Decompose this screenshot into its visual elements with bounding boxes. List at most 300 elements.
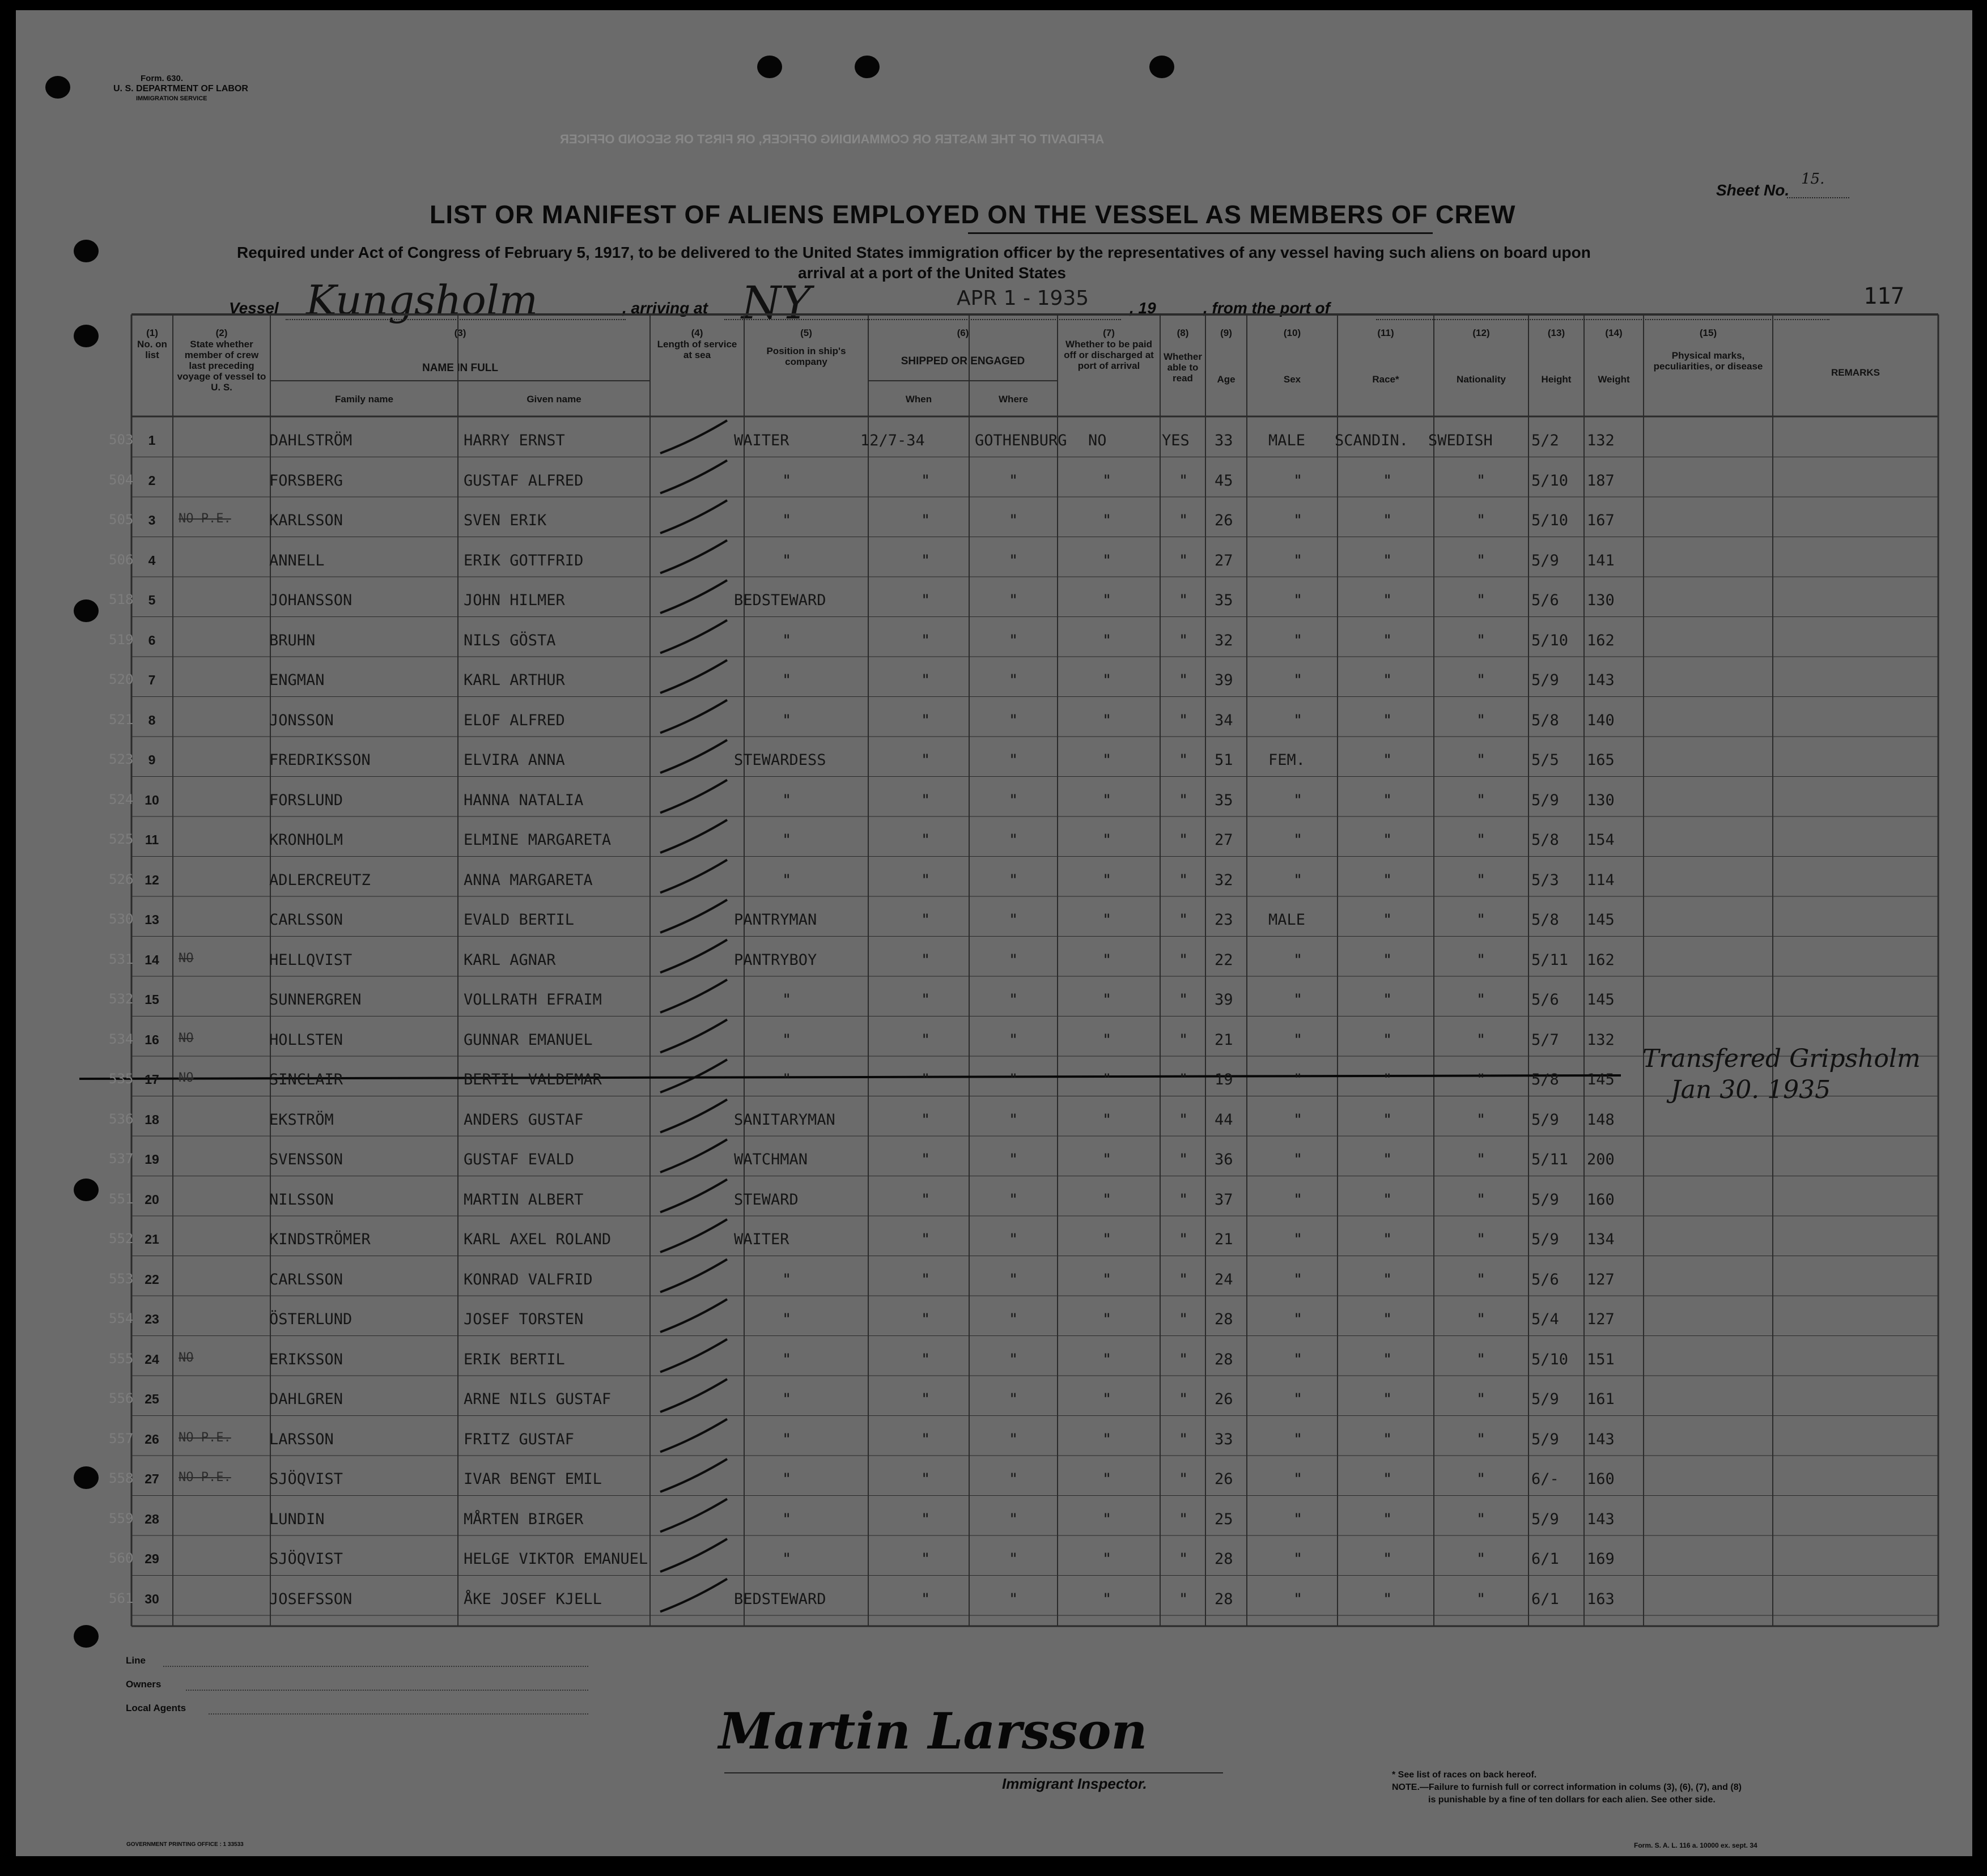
age: 28 — [1215, 1350, 1233, 1368]
row-number: 28 — [145, 1511, 159, 1526]
weight: 151 — [1587, 1350, 1615, 1368]
vessel-label: Vessel — [229, 299, 279, 317]
able-to-read: " — [1179, 951, 1188, 969]
shipped-where: " — [1009, 1311, 1018, 1328]
race: " — [1383, 512, 1392, 529]
race: " — [1383, 1350, 1392, 1368]
column-label: Length of service at sea — [657, 339, 737, 360]
service-length-mark — [660, 1499, 727, 1532]
position: PANTRYBOY — [734, 951, 817, 969]
family-name: FORSLUND — [269, 791, 343, 809]
remark-line-2: Jan 30. 1935 — [1671, 1075, 1831, 1104]
height: 5/6 — [1531, 1270, 1559, 1288]
column-number: (1) — [146, 327, 158, 338]
shipped-when: " — [921, 911, 931, 929]
owners-underline — [186, 1690, 588, 1691]
shipped-where: " — [1009, 1270, 1018, 1288]
sex: " — [1293, 1550, 1303, 1568]
age: 23 — [1215, 911, 1233, 929]
given-name: VOLLRATH EFRAIM — [464, 991, 602, 1009]
paid-off: NO — [1088, 432, 1107, 449]
position: " — [782, 512, 792, 529]
bleed-through-text: AFFIDAVIT OF THE MASTER OR COMMANDING OFFICER, OR FIRST OR SECOND OFFICER — [560, 132, 1105, 146]
agents-underline — [209, 1713, 588, 1715]
list-number: 525 — [109, 831, 134, 847]
previous-voyage: NO P.E. — [179, 1430, 231, 1445]
age: 28 — [1215, 1311, 1233, 1328]
able-to-read: " — [1179, 1071, 1188, 1088]
shipped-where: " — [1009, 671, 1018, 689]
sex: " — [1293, 471, 1303, 490]
weight: 143 — [1587, 1510, 1615, 1528]
weight: 134 — [1587, 1231, 1615, 1248]
given-name: IVAR BENGT EMIL — [464, 1470, 602, 1488]
position: STEWARDESS — [734, 751, 826, 769]
vessel-name: Kungsholm — [306, 276, 538, 324]
race: " — [1383, 1231, 1392, 1248]
height: 5/9 — [1531, 1190, 1559, 1209]
given-name: KARL AGNAR — [464, 951, 556, 969]
family-name: KINDSTRÖMER — [269, 1231, 371, 1248]
row-number: 9 — [148, 752, 156, 767]
age: 35 — [1215, 592, 1233, 609]
shipped-where: " — [1009, 1470, 1018, 1488]
nationality: " — [1476, 751, 1486, 769]
shipped-where: " — [1009, 1430, 1018, 1448]
height: 5/10 — [1531, 512, 1569, 529]
previous-voyage: NO — [179, 951, 194, 965]
shipped-when: " — [921, 831, 931, 849]
position: " — [782, 1311, 792, 1328]
nationality: " — [1476, 1071, 1486, 1088]
row-number: 27 — [145, 1471, 159, 1486]
column-label: SHIPPED OR ENGAGED — [901, 355, 1025, 367]
nationality: " — [1476, 1470, 1486, 1488]
sex: " — [1293, 1151, 1303, 1168]
arriving-port: NY — [741, 276, 811, 329]
able-to-read: YES — [1162, 432, 1190, 449]
list-number: 535 — [109, 1071, 134, 1087]
age: 32 — [1215, 631, 1233, 649]
given-name: NILS GÖSTA — [464, 631, 556, 649]
race: " — [1383, 1190, 1392, 1209]
penalty-note-2: is punishable by a fine of ten dollars for each alien. See other side. — [1428, 1795, 1716, 1805]
race: " — [1383, 1111, 1392, 1129]
age: 37 — [1215, 1190, 1233, 1209]
weight: 145 — [1587, 1071, 1615, 1088]
age: 33 — [1215, 1430, 1233, 1448]
weight: 169 — [1587, 1550, 1615, 1568]
given-name: BERTIL VALDEMAR — [464, 1071, 602, 1088]
height: 5/9 — [1531, 551, 1559, 569]
shipped-when: " — [921, 1430, 931, 1448]
row-number: 17 — [145, 1072, 159, 1087]
subcolumn-given: Given name — [527, 394, 581, 405]
signature-line — [724, 1772, 1223, 1773]
column-number: (12) — [1472, 327, 1490, 338]
able-to-read: " — [1179, 671, 1188, 689]
position: STEWARD — [734, 1190, 799, 1209]
line-underline — [163, 1666, 588, 1667]
position: " — [782, 1270, 792, 1288]
inspector-signature: Martin Larsson — [719, 1701, 1148, 1760]
able-to-read: " — [1179, 512, 1188, 529]
sheet-no-label: Sheet No. — [1716, 181, 1790, 199]
weight: 187 — [1587, 471, 1615, 490]
sex: " — [1293, 1470, 1303, 1488]
column-label: REMARKS — [1831, 367, 1880, 378]
column-label: Weight — [1598, 374, 1630, 385]
list-number: 526 — [109, 871, 134, 887]
penalty-note-1: NOTE.—Failure to furnish full or correct information in colums (3), (6), (7), and (8) — [1392, 1783, 1742, 1792]
able-to-read: " — [1179, 1590, 1188, 1608]
nationality: " — [1476, 1311, 1486, 1328]
nationality: " — [1476, 471, 1486, 490]
sex: " — [1293, 871, 1303, 889]
age: 21 — [1215, 1231, 1233, 1248]
given-name: ANDERS GUSTAF — [464, 1111, 584, 1129]
height: 6/1 — [1531, 1550, 1559, 1568]
column-label: Sex — [1283, 374, 1301, 385]
sex: " — [1293, 831, 1303, 849]
race: " — [1383, 1270, 1392, 1288]
able-to-read: " — [1179, 1350, 1188, 1368]
column-label: Position in ship's company — [766, 346, 846, 367]
shipped-when: " — [921, 991, 931, 1009]
family-name: NILSSON — [269, 1190, 334, 1209]
paid-off: " — [1102, 1430, 1112, 1448]
list-number: 558 — [109, 1470, 134, 1486]
list-number: 561 — [109, 1590, 134, 1606]
age: 24 — [1215, 1270, 1233, 1288]
paid-off: " — [1102, 951, 1112, 969]
position: " — [782, 871, 792, 889]
age: 25 — [1215, 1510, 1233, 1528]
family-name: BRUHN — [269, 631, 316, 649]
sex: " — [1293, 631, 1303, 649]
shipped-where: " — [1009, 631, 1018, 649]
form-number: Form. 630. — [141, 74, 184, 83]
position: " — [782, 551, 792, 569]
given-name: ELMINE MARGARETA — [464, 831, 612, 849]
service-length-mark — [660, 1100, 727, 1133]
service-length-mark — [660, 500, 727, 533]
row-number: 20 — [145, 1192, 159, 1207]
age: 27 — [1215, 831, 1233, 849]
service-length-mark — [660, 900, 727, 933]
age: 39 — [1215, 671, 1233, 689]
service-length-mark — [660, 420, 727, 453]
given-name: ERIK GOTTFRID — [464, 551, 584, 569]
sex: MALE — [1268, 911, 1306, 929]
department-label: U. S. DEPARTMENT OF LABOR — [113, 84, 248, 93]
family-name: KRONHOLM — [269, 831, 343, 849]
paid-off: " — [1102, 1231, 1112, 1248]
row-number: 4 — [148, 552, 156, 568]
position: " — [782, 1550, 792, 1568]
shipped-when: " — [921, 592, 931, 609]
nationality: " — [1476, 1031, 1486, 1049]
position: " — [782, 1470, 792, 1488]
column-number: (2) — [215, 327, 228, 338]
nationality: " — [1476, 671, 1486, 689]
shipped-when: " — [921, 471, 931, 490]
race: " — [1383, 671, 1392, 689]
sex: " — [1293, 1071, 1303, 1088]
list-number: 504 — [109, 471, 134, 488]
height: 5/8 — [1531, 1071, 1559, 1088]
able-to-read: " — [1179, 1190, 1188, 1209]
previous-voyage: NO P.E. — [179, 512, 231, 526]
age: 45 — [1215, 471, 1233, 490]
weight: 167 — [1587, 512, 1615, 529]
shipped-where: " — [1009, 1590, 1018, 1608]
row-number: 2 — [148, 473, 156, 488]
sex: " — [1293, 1510, 1303, 1528]
paid-off: " — [1102, 1550, 1112, 1568]
service-length-mark — [660, 1060, 727, 1092]
nationality: " — [1476, 551, 1486, 569]
remark-line-1: Transfered Gripsholm — [1642, 1044, 1921, 1073]
given-name: JOSEF TORSTEN — [464, 1311, 584, 1328]
nationality: " — [1476, 1111, 1486, 1129]
given-name: ELVIRA ANNA — [464, 751, 565, 769]
given-name: JOHN HILMER — [464, 592, 565, 609]
subtitle-line-2: arrival at a port of the United States — [798, 264, 1066, 282]
paid-off: " — [1102, 1031, 1112, 1049]
given-name: MARTIN ALBERT — [464, 1190, 584, 1209]
list-number: 520 — [109, 671, 134, 687]
age: 33 — [1215, 432, 1233, 449]
list-number: 559 — [109, 1510, 134, 1526]
column-number: (14) — [1605, 327, 1623, 338]
shipped-where: " — [1009, 512, 1018, 529]
list-number: 521 — [109, 711, 134, 728]
sex: " — [1293, 1430, 1303, 1448]
family-name: ANNELL — [269, 551, 325, 569]
shipped-where: " — [1009, 551, 1018, 569]
form-code: Form. S. A. L. 116 a. 10000 ex. sept. 34 — [1634, 1841, 1757, 1849]
shipped-where: " — [1009, 1031, 1018, 1049]
previous-voyage: NO — [179, 1350, 194, 1365]
paid-off: " — [1102, 631, 1112, 649]
service-length-mark — [660, 860, 727, 893]
subcolumn-where: Where — [999, 394, 1028, 405]
given-name: KONRAD VALFRID — [464, 1270, 593, 1288]
list-number: 523 — [109, 751, 134, 767]
column-label: Whether able to read — [1164, 351, 1202, 384]
column-number: (13) — [1547, 327, 1565, 338]
sex: " — [1293, 991, 1303, 1009]
race: " — [1383, 1071, 1392, 1088]
column-number: (7) — [1103, 327, 1115, 338]
age: 26 — [1215, 512, 1233, 529]
shipped-when: " — [921, 1590, 931, 1608]
row-number: 29 — [145, 1551, 159, 1566]
height: 6/1 — [1531, 1590, 1559, 1608]
paid-off: " — [1102, 1470, 1112, 1488]
shipped-where: GOTHENBURG — [975, 432, 1067, 449]
race: " — [1383, 991, 1392, 1009]
shipped-when: " — [921, 631, 931, 649]
shipped-where: " — [1009, 1390, 1018, 1408]
row-number: 30 — [145, 1591, 159, 1606]
family-name: SJÖQVIST — [269, 1470, 343, 1488]
paid-off: " — [1102, 991, 1112, 1009]
family-name: FORSBERG — [269, 471, 343, 490]
position: " — [782, 671, 792, 689]
weight: 143 — [1587, 1430, 1615, 1448]
age: 44 — [1215, 1111, 1233, 1129]
arriving-label: , arriving at — [622, 299, 708, 317]
position: BEDSTEWARD — [734, 1590, 826, 1608]
age: 34 — [1215, 711, 1233, 729]
service-length-mark — [660, 1020, 727, 1053]
weight: 163 — [1587, 1590, 1615, 1608]
able-to-read: " — [1179, 1270, 1188, 1288]
nationality: " — [1476, 871, 1486, 889]
paid-off: " — [1102, 911, 1112, 929]
sex: " — [1293, 711, 1303, 729]
position: " — [782, 831, 792, 849]
nationality: " — [1476, 911, 1486, 929]
weight: 143 — [1587, 671, 1615, 689]
race: " — [1383, 1031, 1392, 1049]
height: 5/9 — [1531, 1111, 1559, 1129]
able-to-read: " — [1179, 1390, 1188, 1408]
family-name: FREDRIKSSON — [269, 751, 371, 769]
owners-label: Owners — [126, 1679, 162, 1690]
list-number: 534 — [109, 1031, 134, 1047]
column-label: No. on list — [137, 339, 167, 360]
paid-off: " — [1102, 671, 1112, 689]
list-number: 519 — [109, 631, 134, 648]
height: 5/10 — [1531, 631, 1569, 649]
service-length-mark — [660, 1459, 727, 1492]
sex: " — [1293, 1111, 1303, 1129]
height: 5/8 — [1531, 911, 1559, 929]
height: 5/11 — [1531, 951, 1569, 969]
nationality: " — [1476, 1510, 1486, 1528]
column-number: (11) — [1377, 327, 1394, 338]
nationality: " — [1476, 1590, 1486, 1608]
able-to-read: " — [1179, 911, 1188, 929]
shipped-when: " — [921, 1390, 931, 1408]
nationality: " — [1476, 512, 1486, 529]
service-length-mark — [660, 1579, 727, 1612]
previous-voyage: NO — [179, 1031, 194, 1045]
family-name: SVENSSON — [269, 1151, 343, 1168]
able-to-read: " — [1179, 751, 1188, 769]
able-to-read: " — [1179, 1430, 1188, 1448]
family-name: JONSSON — [269, 711, 334, 729]
shipped-when: " — [921, 1231, 931, 1248]
able-to-read: " — [1179, 1031, 1188, 1049]
local-agents-label: Local Agents — [126, 1703, 186, 1713]
weight: 114 — [1587, 871, 1615, 889]
column-number: (6) — [957, 327, 969, 338]
column-label: Nationality — [1457, 374, 1506, 385]
nationality: " — [1476, 991, 1486, 1009]
service-length-mark — [660, 1299, 727, 1332]
weight: 200 — [1587, 1151, 1615, 1168]
year-label: , 19 — [1130, 299, 1156, 317]
sex: " — [1293, 1390, 1303, 1408]
row-number: 15 — [145, 992, 159, 1007]
able-to-read: " — [1179, 1151, 1188, 1168]
service-length-mark — [660, 620, 727, 653]
paid-off: " — [1102, 1270, 1112, 1288]
paid-off: " — [1102, 1190, 1112, 1209]
able-to-read: " — [1179, 471, 1188, 490]
weight: 161 — [1587, 1390, 1615, 1408]
service-length-mark — [660, 461, 727, 494]
race: " — [1383, 831, 1392, 849]
service-length-mark — [660, 541, 727, 573]
column-label: State whether member of crew last preceding voyage of vessel to U. S. — [177, 339, 266, 393]
weight: 165 — [1587, 751, 1615, 769]
race-note: * See list of races on back hereof. — [1392, 1770, 1537, 1780]
race: " — [1383, 471, 1392, 490]
list-number: 503 — [109, 432, 134, 448]
position: BEDSTEWARD — [734, 592, 826, 609]
page-title: LIST OR MANIFEST OF ALIENS EMPLOYED ON THE VESSEL AS MEMBERS OF CREW — [430, 200, 1516, 229]
sex: " — [1293, 1231, 1303, 1248]
row-number: 24 — [145, 1351, 159, 1367]
given-name: ANNA MARGARETA — [464, 871, 593, 889]
nationality: " — [1476, 1270, 1486, 1288]
nationality: " — [1476, 1390, 1486, 1408]
position: WAITER — [734, 432, 789, 449]
previous-voyage: NO P.E. — [179, 1470, 231, 1484]
family-name: SUNNERGREN — [269, 991, 362, 1009]
service-label: IMMIGRATION SERVICE — [136, 95, 207, 102]
family-name: CARLSSON — [269, 1270, 343, 1288]
shipped-where: " — [1009, 751, 1018, 769]
family-name: JOHANSSON — [269, 592, 353, 609]
row-number: 16 — [145, 1032, 159, 1047]
family-name: ÖSTERLUND — [269, 1311, 353, 1328]
family-name: KARLSSON — [269, 512, 343, 529]
able-to-read: " — [1179, 791, 1188, 809]
nationality: SWEDISH — [1428, 432, 1493, 449]
weight: 162 — [1587, 631, 1615, 649]
column-number: (9) — [1220, 327, 1232, 338]
family-name: ENGMAN — [269, 671, 325, 689]
row-number: 22 — [145, 1271, 159, 1287]
age: 26 — [1215, 1470, 1233, 1488]
paid-off: " — [1102, 711, 1112, 729]
height: 5/3 — [1531, 871, 1559, 889]
inspector-label: Immigrant Inspector. — [1002, 1775, 1147, 1792]
column-label: Height — [1541, 374, 1572, 385]
row-number: 8 — [148, 712, 156, 728]
sex: " — [1293, 1350, 1303, 1368]
service-length-mark — [660, 1260, 727, 1292]
given-name: SVEN ERIK — [464, 512, 547, 529]
height: 5/2 — [1531, 432, 1559, 449]
row-number: 13 — [145, 912, 159, 927]
nationality: " — [1476, 951, 1486, 969]
page-number: 117 — [1863, 283, 1905, 309]
row-number: 10 — [145, 792, 159, 807]
shipped-where: " — [1009, 1151, 1018, 1168]
given-name: ERIK BERTIL — [464, 1350, 565, 1368]
nationality: " — [1476, 631, 1486, 649]
race: " — [1383, 951, 1392, 969]
family-name: LARSSON — [269, 1430, 334, 1448]
able-to-read: " — [1179, 711, 1188, 729]
